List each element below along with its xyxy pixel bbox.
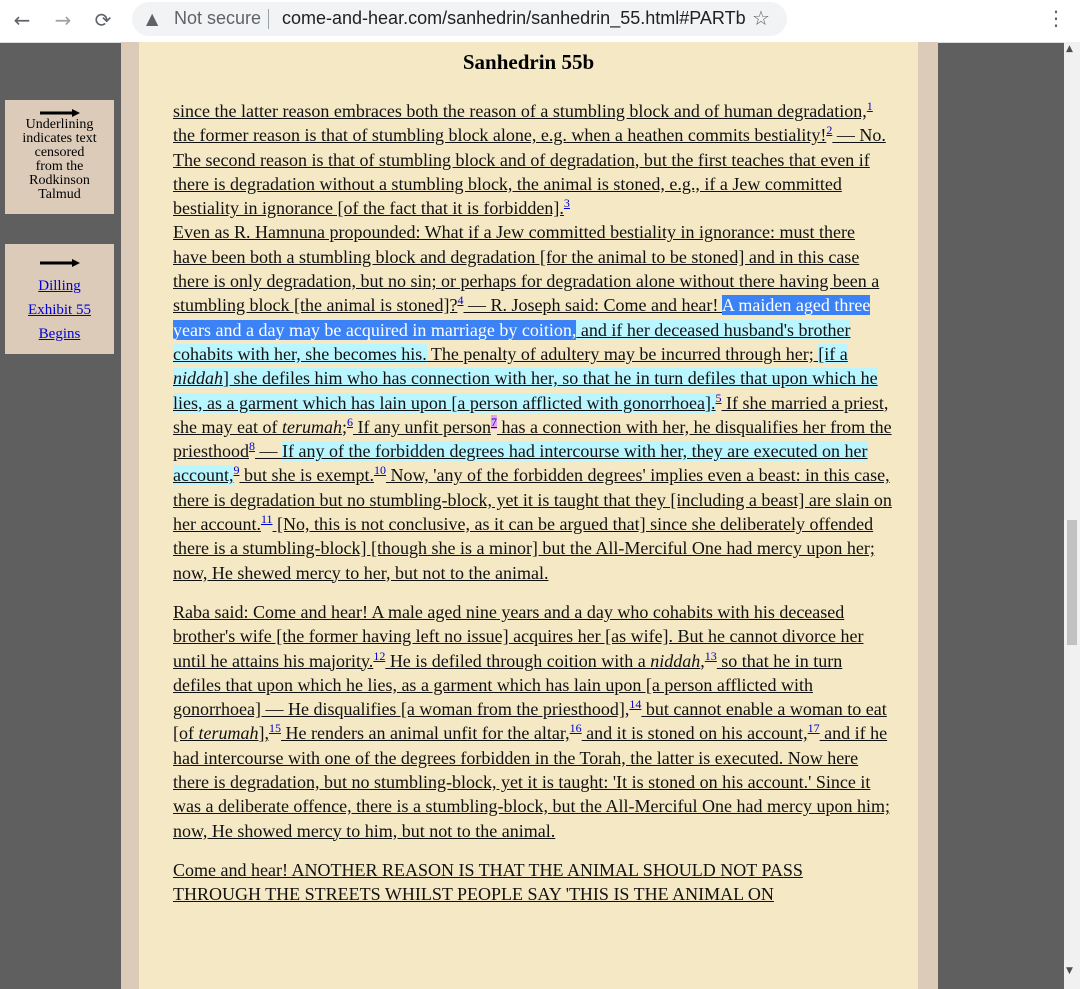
footnote-link[interactable]: 12 bbox=[373, 648, 386, 663]
footnote-link[interactable]: 16 bbox=[569, 721, 582, 736]
back-arrow-icon[interactable]: ← bbox=[13, 8, 31, 32]
bookmark-star-icon[interactable]: ☆ bbox=[752, 6, 770, 30]
footnote-link[interactable]: 14 bbox=[629, 697, 642, 712]
exhibit-link[interactable]: Exhibit 55 bbox=[28, 302, 91, 318]
text-run: If she married a priest, she may eat of bbox=[173, 392, 889, 437]
talmud-text bbox=[173, 99, 893, 922]
highlighted-text: If any of the forbidden degrees had intercourse with her, they are executed on her account, bbox=[173, 441, 868, 486]
text-run: — R. Joseph said: Come and hear! bbox=[463, 295, 722, 316]
text-run: so that he in turn defiles that upon which he lies, as a garment which has lain upon [a person afflicted with gonorrhoea] — He disqualifies [a woman from the priesthood], bbox=[173, 650, 843, 720]
paragraph bbox=[173, 600, 893, 843]
note-line: Rodkinson bbox=[29, 173, 90, 188]
highlighted-text: [if a bbox=[818, 343, 848, 364]
footnote-link[interactable]: 15 bbox=[269, 721, 281, 736]
footnote-link[interactable]: 3 bbox=[563, 196, 570, 211]
kebab-menu-icon[interactable]: ⋮ bbox=[1046, 6, 1066, 30]
footnote-link[interactable]: 2 bbox=[826, 123, 833, 138]
text-run: has a connection with her, he disqualifies her from the priesthood bbox=[173, 416, 892, 462]
text-run: He is defiled through coition with a bbox=[385, 650, 651, 671]
text-run: Now, 'any of the forbidden degrees' implies even a beast: in this case, there is degradation but no stumbling-block, yet it is taught that they [including a beast] are slain on her account. bbox=[173, 465, 892, 535]
censorship-note-box bbox=[5, 100, 114, 214]
address-separator bbox=[268, 9, 269, 29]
text-run: Come and hear! ANOTHER REASON IS THAT THE ANIMAL SHOULD NOT PASS THROUGH THE STREETS WHILST PEOPLE SAY 'THIS IS THE ANIMAL ON bbox=[173, 859, 803, 905]
text-run: but she is exempt. bbox=[239, 465, 374, 486]
selected-text: A maiden aged three years and a day may be acquired in marriage by coition, bbox=[173, 295, 871, 340]
note-line: from the bbox=[35, 159, 84, 174]
dilling-exhibit-box bbox=[5, 244, 114, 354]
text-run: Even as R. Hamnuna propounded: What if a Jew committed bestiality in ignorance: must there have been both a stumbling block and degradation [for the animal to be stoned] and in this case there is only degradation, but no sin; or perhaps for degradation alone without there having been a stumbling block [the animal is stoned]? bbox=[173, 222, 880, 316]
footnote-link[interactable]: 6 bbox=[346, 414, 353, 429]
text-run: — No. The second reason is that of stumbling block and of degradation, but the first teaches that even if there is degradation without a stumbling block, the animal is stoned, e.g., if a Jew committed bestiality in ignorance [of the fact that it is forbidden]. bbox=[173, 125, 886, 219]
warning-triangle-icon[interactable]: ▲ bbox=[146, 9, 159, 28]
italic-term: niddah bbox=[650, 650, 701, 671]
not-secure-label[interactable]: Not secure bbox=[174, 8, 262, 28]
text-run: He renders an animal unfit for the altar, bbox=[281, 723, 570, 744]
footnote-link[interactable]: 4 bbox=[457, 293, 464, 308]
paragraph bbox=[173, 858, 893, 907]
scrollbar-thumb[interactable] bbox=[1067, 520, 1077, 645]
page-title: Sanhedrin 55b bbox=[462, 50, 595, 74]
text-run: and if he had intercourse with one of the degrees forbidden in the Torah, the latter is executed. Now here there is degradation, but no stumbling-block, yet it is taught: 'It is stoned on his account.' Since it was a deliberate offence, there is a stumbling-block, but the All-Merciful One had mercy upon him; now, He showed mercy to him, but not to the animal. bbox=[173, 723, 890, 841]
text-run: ; bbox=[341, 416, 347, 437]
text-run: but cannot enable a woman to eat [of bbox=[173, 699, 887, 744]
text-run: and it is stoned on his account, bbox=[581, 723, 808, 744]
browser-toolbar bbox=[0, 0, 1080, 43]
scroll-down-arrow-icon[interactable]: ▼ bbox=[1066, 966, 1073, 976]
text-run: — bbox=[255, 441, 282, 462]
text-run: since the latter reason embraces both the reason of a stumbling block and of human degradation, bbox=[173, 101, 867, 121]
text-run: The penalty of adultery may be incurred through her; bbox=[426, 343, 819, 364]
text-run: [No, this is not conclusive, as it can be argued that] since she deliberately offended there is a stumbling-block] [though she is a minor] but the All-Merciful One had mercy upon her; now, He shewed mercy to her, but not to the animal. bbox=[173, 514, 875, 583]
begins-link[interactable]: Begins bbox=[38, 326, 81, 342]
footnote-link[interactable]: 8 bbox=[249, 439, 255, 454]
address-bar[interactable] bbox=[132, 2, 787, 36]
text-run: ], bbox=[258, 723, 269, 744]
footnote-link[interactable]: 5 bbox=[715, 390, 722, 405]
highlighted-text: ] she defiles him who has connection with her, so that he in turn defiles that upon which he lies, as a garment which has lain upon [a person afflicted with gonorrhoea]. bbox=[173, 368, 878, 413]
italic-term: terumah bbox=[281, 416, 342, 437]
footnote-link[interactable]: 7 bbox=[490, 414, 497, 429]
note-line: censored bbox=[34, 145, 85, 160]
footnote-link[interactable]: 11 bbox=[260, 512, 273, 527]
italic-term: terumah bbox=[198, 723, 259, 744]
dilling-link[interactable]: Dilling bbox=[38, 278, 81, 294]
url-text[interactable]: come-and-hear.com/sanhedrin/sanhedrin_55.html#PARTb bbox=[282, 8, 746, 28]
text-run: If any unfit person bbox=[352, 416, 491, 437]
footnote-link[interactable]: 1 bbox=[866, 99, 873, 113]
vertical-scrollbar[interactable] bbox=[1064, 42, 1080, 989]
reload-icon[interactable]: ⟳ bbox=[94, 8, 112, 32]
note-line: indicates text bbox=[22, 131, 97, 146]
footnote-link[interactable]: 13 bbox=[704, 648, 717, 663]
italic-term: niddah bbox=[173, 368, 224, 389]
footnote-link[interactable]: 10 bbox=[373, 463, 386, 478]
text-run: Raba said: Come and hear! A male aged nine years and a day who cohabits with his deceased brother's wife [the former having left no issue] acquires her [as wife]. But he cannot divorce her until he attains his majority. bbox=[173, 601, 864, 671]
note-line: Talmud bbox=[38, 187, 81, 202]
highlighted-text: and if her deceased husband's brother cohabits with her, she becomes his. bbox=[173, 319, 851, 364]
text-run: , bbox=[700, 650, 705, 671]
arrow-icon bbox=[40, 258, 80, 268]
footnote-link[interactable]: 9 bbox=[233, 463, 240, 478]
note-line: Underlining bbox=[25, 117, 94, 132]
text-run: the former reason is that of stumbling block alone, e.g. when a heathen commits bestiality! bbox=[173, 125, 827, 146]
forward-arrow-icon[interactable]: → bbox=[54, 8, 72, 32]
scroll-up-arrow-icon[interactable]: ▲ bbox=[1066, 44, 1073, 54]
paragraph bbox=[173, 99, 893, 585]
footnote-link[interactable]: 17 bbox=[807, 721, 820, 736]
